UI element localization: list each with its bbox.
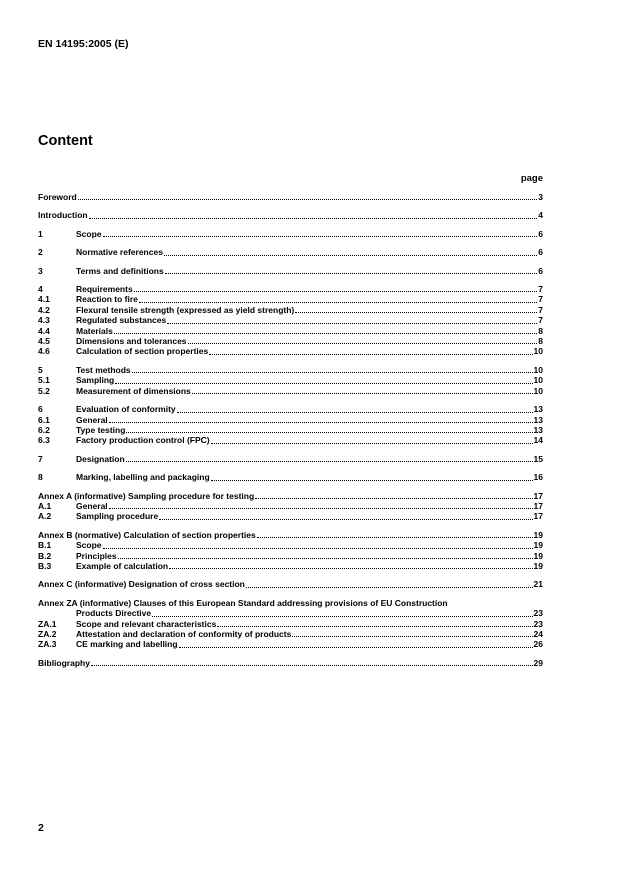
toc-number: 1 [38, 228, 43, 239]
toc-number: ZA.2 [38, 629, 57, 639]
toc-number: B.2 [38, 550, 52, 561]
toc-page: 19 [533, 560, 543, 571]
toc-label: Scope [76, 228, 102, 239]
toc-page: 17 [533, 490, 543, 501]
toc-page: 29 [533, 657, 543, 668]
toc-label: Annex B (normative) Calculation of section properties [38, 529, 256, 540]
leader-dots [118, 558, 533, 559]
page-title: Content [38, 133, 93, 149]
toc-number: 4.4 [38, 325, 50, 336]
toc-entry [38, 435, 543, 445]
toc-label: Attestation and declaration of conformity of products [76, 629, 292, 639]
leader-dots [91, 665, 533, 666]
toc-entry [38, 598, 543, 608]
leader-dots [164, 255, 537, 256]
leader-dots [177, 412, 533, 413]
toc-label: Normative references [76, 247, 163, 258]
leader-dots [132, 372, 533, 373]
toc-number: B.3 [38, 560, 52, 571]
toc-label: Annex C (informative) Designation of cross section [38, 579, 245, 590]
toc-entry [38, 415, 543, 425]
toc-number: 4.1 [38, 294, 50, 305]
toc-entry [38, 192, 543, 202]
toc-page: 7 [538, 284, 543, 295]
toc-entry [38, 404, 543, 414]
toc-number: 2 [38, 247, 43, 258]
toc-label: Terms and definitions [76, 265, 164, 276]
toc-entry [38, 266, 543, 276]
toc-entry [38, 386, 543, 396]
toc-number: 6.2 [38, 424, 50, 435]
toc-entry [38, 210, 543, 220]
toc-page: 15 [533, 453, 543, 464]
leader-dots [209, 354, 532, 355]
toc-page: 8 [538, 325, 543, 336]
toc-page: 7 [538, 304, 543, 315]
toc-entry [38, 639, 543, 649]
toc-page: 26 [533, 639, 543, 650]
leader-dots [114, 333, 537, 334]
toc-label: Annex A (informative) Sampling procedure for testing [38, 490, 255, 501]
toc-entry [38, 658, 543, 668]
leader-dots [78, 199, 538, 200]
leader-dots [152, 616, 532, 617]
toc-label: Scope and relevant characteristics [76, 618, 217, 629]
document-header: EN 14195:2005 (E) [38, 38, 129, 50]
leader-dots [109, 422, 533, 423]
toc-number: 5.2 [38, 385, 50, 396]
toc-label: Example of calculation [76, 560, 169, 571]
toc-label: Sampling procedure [76, 511, 159, 522]
toc-label: Annex ZA (informative) Clauses of this European Standard addressing provisions of EU Construction [38, 597, 448, 608]
toc-label: Scope [76, 540, 102, 551]
toc-entry [38, 540, 543, 550]
leader-dots [255, 498, 532, 499]
leader-dots [292, 636, 532, 637]
toc-entry [38, 619, 543, 629]
toc-label: Evaluation of conformity [76, 404, 176, 415]
toc-label: Flexural tensile strength (expressed as yield strength) [76, 304, 295, 315]
toc-page: 13 [533, 404, 543, 415]
toc-page: 21 [533, 579, 543, 590]
toc-entry [38, 472, 543, 482]
toc-page: 23 [533, 608, 543, 619]
table-of-contents [38, 190, 543, 668]
toc-label: Requirements [76, 284, 133, 295]
toc-entry [38, 530, 543, 540]
toc-page: 3 [538, 192, 543, 202]
toc-label: CE marking and labelling [76, 639, 178, 650]
toc-label: Bibliography [38, 657, 90, 668]
toc-page: 24 [533, 629, 543, 639]
page-number: 2 [38, 822, 44, 834]
toc-label: Marking, labelling and packaging [76, 472, 210, 483]
toc-label: Regulated substances [76, 315, 167, 326]
toc-number: 3 [38, 265, 43, 276]
leader-dots [115, 383, 532, 384]
toc-page: 10 [533, 385, 543, 396]
toc-label: Materials [76, 325, 113, 336]
toc-number: A.1 [38, 500, 52, 511]
leader-dots [165, 273, 538, 274]
leader-dots [246, 587, 533, 588]
toc-number: 5.1 [38, 375, 50, 386]
leader-dots [257, 537, 533, 538]
toc-label: Test methods [76, 364, 131, 375]
toc-number: 4.5 [38, 336, 50, 347]
toc-entry [38, 551, 543, 561]
toc-number: A.2 [38, 511, 52, 522]
toc-page: 16 [533, 472, 543, 483]
toc-label: Dimensions and tolerances [76, 336, 187, 347]
toc-entry [38, 346, 543, 356]
toc-number: 6.1 [38, 414, 50, 425]
toc-page: 7 [538, 294, 543, 305]
toc-label: Reaction to fire [76, 294, 138, 305]
toc-page: 6 [538, 228, 543, 239]
toc-page: 10 [533, 375, 543, 386]
toc-page: 10 [533, 346, 543, 357]
toc-entry [38, 629, 543, 639]
toc-entry [38, 425, 543, 435]
toc-page: 8 [538, 336, 543, 347]
leader-dots [295, 312, 537, 313]
toc-number: 7 [38, 453, 43, 464]
toc-page: 4 [538, 210, 543, 221]
toc-label: Products Directive [76, 608, 152, 619]
toc-label: Sampling [76, 375, 115, 386]
leader-dots [217, 626, 532, 627]
toc-number: ZA.3 [38, 639, 57, 650]
toc-entry [38, 511, 543, 521]
leader-dots [169, 568, 532, 569]
leader-dots [211, 480, 533, 481]
toc-label: Principles [76, 550, 117, 561]
toc-label: Introduction [38, 210, 88, 221]
toc-page: 14 [533, 435, 543, 446]
toc-entry [38, 454, 543, 464]
leader-dots [126, 432, 532, 433]
leader-dots [179, 647, 533, 648]
toc-label: Type testing [76, 424, 126, 435]
toc-number: 4 [38, 284, 43, 295]
leader-dots [89, 218, 538, 219]
toc-page: 7 [538, 315, 543, 326]
toc-page: 19 [533, 540, 543, 551]
toc-entry [38, 294, 543, 304]
toc-label: Designation [76, 453, 125, 464]
toc-page: 13 [533, 424, 543, 435]
toc-entry [38, 229, 543, 239]
toc-entry [38, 326, 543, 336]
toc-entry [38, 375, 543, 385]
toc-entry [38, 491, 543, 501]
toc-number: 8 [38, 472, 43, 483]
toc-entry [38, 365, 543, 375]
toc-number: 5 [38, 364, 43, 375]
toc-page: 19 [533, 529, 543, 540]
toc-page: 10 [533, 364, 543, 375]
toc-number: 4.6 [38, 346, 50, 357]
toc-page: 23 [533, 618, 543, 629]
leader-dots [192, 393, 533, 394]
leader-dots [126, 461, 533, 462]
toc-entry [38, 284, 543, 294]
toc-entry [38, 579, 543, 589]
toc-label: Calculation of section properties [76, 346, 209, 357]
toc-page: 6 [538, 247, 543, 258]
toc-entry [38, 336, 543, 346]
toc-page: 17 [533, 500, 543, 511]
toc-label: General [76, 500, 108, 511]
toc-entry [38, 305, 543, 315]
toc-entry [38, 315, 543, 325]
leader-dots [159, 519, 532, 520]
toc-entry [38, 247, 543, 257]
toc-page: 13 [533, 414, 543, 425]
toc-number: 4.2 [38, 304, 50, 315]
toc-number: 4.3 [38, 315, 50, 326]
leader-dots [139, 302, 537, 303]
toc-page: 17 [533, 511, 543, 522]
toc-entry [38, 561, 543, 571]
toc-number: 6.3 [38, 435, 50, 446]
toc-page: 19 [533, 550, 543, 561]
toc-entry [38, 501, 543, 511]
toc-label: Foreword [38, 192, 77, 202]
leader-dots [188, 343, 538, 344]
toc-label: General [76, 414, 108, 425]
page-column-label: page [520, 173, 543, 184]
toc-entry-continuation [38, 608, 543, 618]
toc-number: 6 [38, 404, 43, 415]
toc-number: B.1 [38, 540, 52, 551]
leader-dots [167, 323, 537, 324]
leader-dots [109, 508, 533, 509]
toc-page: 6 [538, 265, 543, 276]
toc-label: Measurement of dimensions [76, 385, 191, 396]
leader-dots [103, 548, 533, 549]
toc-label: Factory production control (FPC) [76, 435, 210, 446]
leader-dots [103, 236, 538, 237]
leader-dots [211, 443, 533, 444]
toc-number: ZA.1 [38, 618, 57, 629]
leader-dots [134, 291, 538, 292]
